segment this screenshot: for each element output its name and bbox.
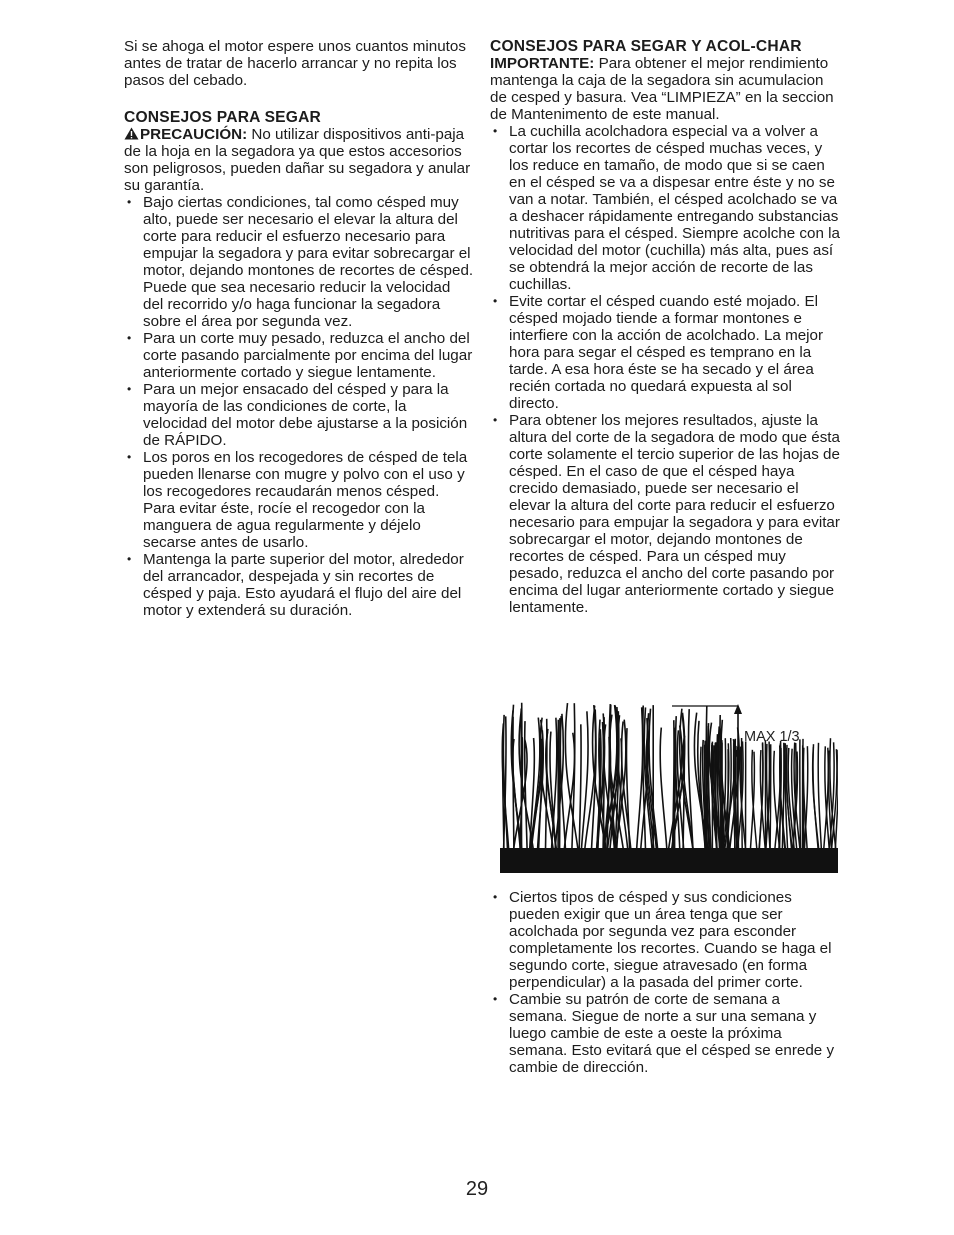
- caution-text: No utilizar dispositivos anti-paja de la hoja en la segadora ya que estos accesorios son peligrosos, pueden dañar su segadora y anular su garantía.: [124, 126, 471, 194]
- grass-height-illustration: [500, 698, 838, 873]
- mulching-tips-heading: CONSEJOS PARA SEGAR Y ACOL-CHAR: [490, 38, 802, 55]
- grass-blade: [579, 724, 581, 850]
- max-third-label: MAX 1/3: [744, 729, 800, 745]
- important-label: IMPORTANTE:: [490, 55, 595, 72]
- list-item: • Para un corte muy pesado, reduzca el ancho del corte pasando parcialmente por encima del lugar anteriormente cortado y siegue lentamente.: [124, 330, 474, 381]
- list-item: • Para un mejor ensacado del césped y para la mayoría de las condiciones de corte, la velocidad del motor debe ajustarse a la posición de RÁPIDO.: [124, 381, 474, 449]
- intro-paragraph: Si se ahoga el motor espere unos cuantos minutos antes de tratar de hacerlo arrancar y no repita los pasos del cebado.: [124, 38, 466, 89]
- cut-grass-blades: [700, 738, 838, 850]
- warning-icon: [124, 127, 139, 140]
- list-item: • Los poros en los recogedores de césped de tela pueden llenarse con mugre y polvo con el uso y los recogedores recaudarán menos césped. Para evitar éste, rocíe el recogedor con la manguera de agua regularmente y déjelo secarse antes de usarlo.: [124, 449, 474, 551]
- list-item: • Para obtener los mejores resultados, ajuste la altura del corte de la segadora de modo que ésta corte solamente el tercio superior de las hojas de césped. En el caso de que el césped haya crecido demasiado, puede ser necesario el elevar la altura del corte para reducir el esfuerzo necesario para empujar la segadora y para evitar sobrecargar el motor, dejando montones de recortes de césped. Para un césped muy pesado, reduzca el ancho del corte pasando por encima del lugar anteriormente cortado y siegue lentamente.: [490, 412, 840, 616]
- mulching-tips-list: [490, 123, 840, 616]
- grass-blade: [626, 728, 629, 850]
- list-item: • Evite cortar el césped cuando esté mojado. El césped mojado tiende a formar montones e interfiere con la acción de acolchado. La mejor hora para segar el césped es temprano en la tarde. A esa hora éste se ha secado y el área recién cortada no quedará expuesta al sol directo.: [490, 293, 840, 412]
- important-paragraph: [490, 55, 840, 123]
- important-text: Para obtener el mejor rendimiento mantenga la caja de la segadora sin acumulacion de cesped y basura. Vea “LIMPIEZA” en la seccion de Mantenimento de este manual.: [490, 55, 834, 123]
- grass-blade: [525, 721, 527, 850]
- grass-blade: [660, 728, 667, 850]
- mulching-tips-list-continued: [490, 889, 840, 1076]
- right-column: [490, 38, 840, 616]
- mowing-tips-heading: CONSEJOS PARA SEGAR: [124, 109, 322, 126]
- list-item: • Bajo ciertas condiciones, tal como césped muy alto, puede ser necesario el elevar la altura del corte para reducir el esfuerzo necesario para empujar la segadora y para evitar sobrecargar el motor, dejando montones de recortes de césped. Puede que sea necesario reducir la velocidad del recorrido y/o haga funcionar la segadora sobre el área por segunda vez.: [124, 194, 474, 330]
- grass-blade: [800, 739, 801, 850]
- list-item: • La cuchilla acolchadora especial va a volver a cortar los recortes de césped muchas veces, y los reduce en tamaño, de modo que si se caen en el césped se va a dispesar entre éste y no se van a notar. También, el césped acolchado se va a deshacer rápidamente entregando substancias nutritivas para el césped. Siempre acolche con la velocidad del motor (cuchilla) más alta, pues así se obtendrá la mejor acción de recorte de las cuchillas.: [490, 123, 840, 293]
- grass-blade: [770, 744, 771, 850]
- left-column: [124, 38, 474, 619]
- right-column-lower: [490, 889, 840, 1076]
- caution-paragraph: [124, 126, 474, 194]
- grass-blade: [637, 707, 643, 850]
- grass-base: [500, 848, 838, 873]
- mowing-tips-list: [124, 194, 474, 619]
- list-item: • Ciertos tipos de césped y sus condiciones pueden exigir que un área tenga que ser acolchada por segunda vez para esconder completamente los recortes. Cuando se haga el segundo corte, siegue atravesado (en forma perpendicular) a la pasada del primer corte.: [490, 889, 840, 991]
- grass-blade: [727, 749, 728, 850]
- list-item: • Cambie su patrón de corte de semana a semana. Siegue de norte a sur una semana y luego cambie de este a oeste la próxima semana. Esto evitará que el césped se enrede y cambie de dirección.: [490, 991, 840, 1076]
- caution-label: PRECAUCIÓN:: [140, 126, 248, 143]
- list-item: • Mantenga la parte superior del motor, alrededor del arrancador, despejada y sin recortes de césped y paja. Esto ayudará el flujo del aire del motor y extenderá su duración.: [124, 551, 474, 619]
- grass-blade: [818, 743, 821, 850]
- page-number: 29: [465, 1178, 489, 1200]
